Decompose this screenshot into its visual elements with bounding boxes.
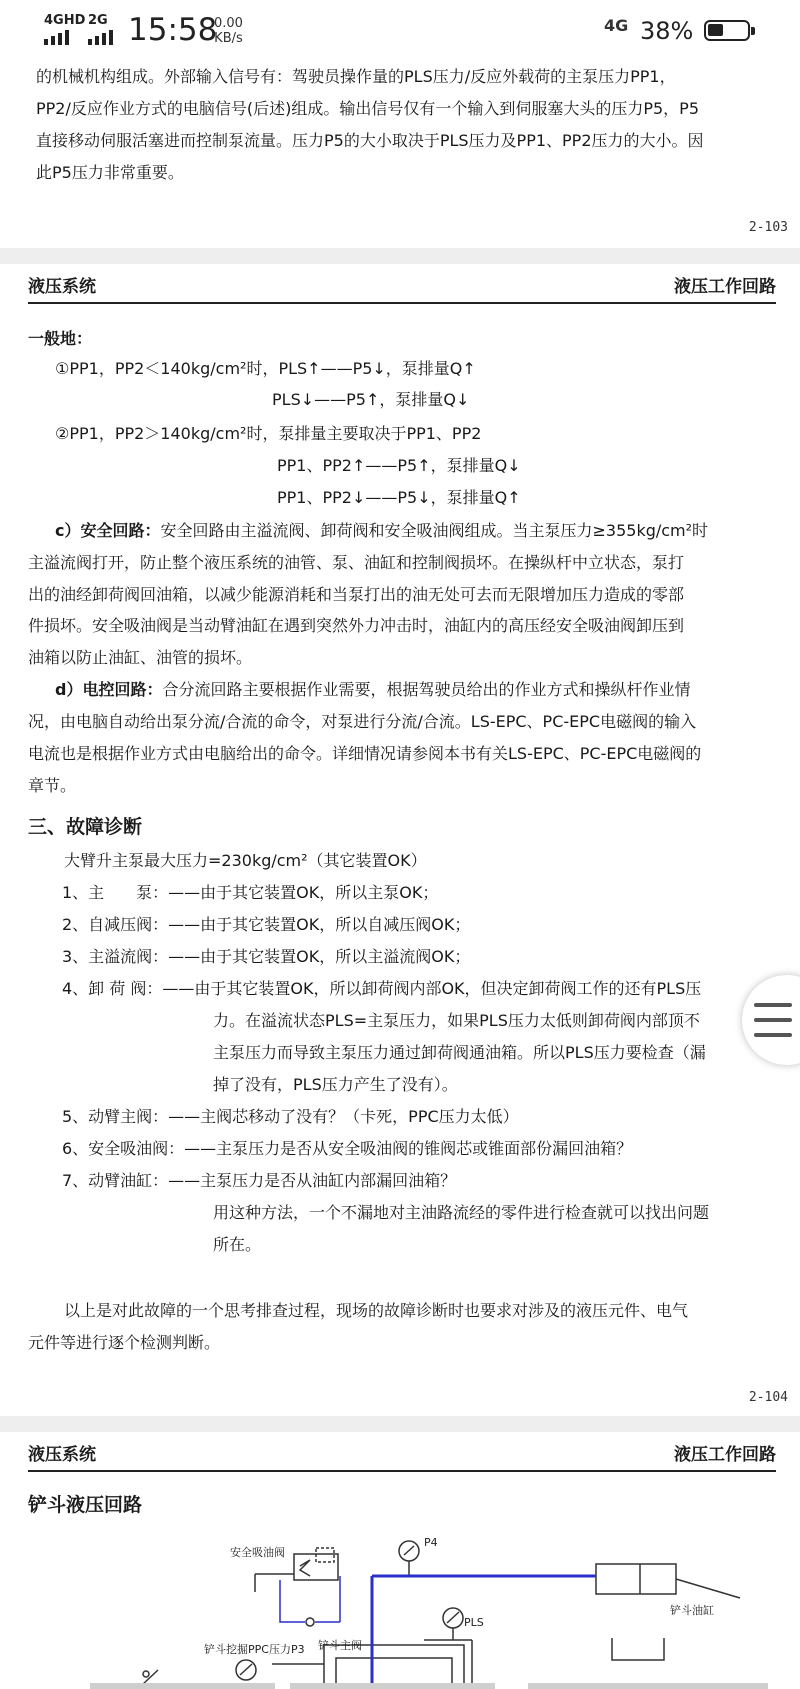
summary-line: 以上是对此故障的一个思考排查过程，现场的故障诊断时也要求对涉及的液压元件、电气: [64, 1301, 689, 1320]
safety-text: 油箱以防止油缸、油管的损坏。: [28, 648, 253, 667]
diag-item: 3、主溢流阀：——由于其它装置OK，所以主溢流阀OK；: [62, 947, 471, 966]
ec-text: 章节。: [28, 776, 77, 795]
text-line: 此P5压力非常重要。: [36, 163, 184, 182]
speed-value: 0.00: [214, 16, 243, 31]
diag-intro: 大臂升主泵最大压力=230kg/cm²（其它装置OK）: [64, 851, 427, 870]
page-divider: [0, 1416, 800, 1432]
condition-2b: PP1、PP2↓——P5↓，泵排量Q↑: [277, 488, 521, 507]
header-left: 液压系统: [28, 1445, 96, 1465]
page-header: [28, 268, 776, 304]
safety-circuit-line: [55, 518, 708, 541]
page-header: [28, 1436, 776, 1472]
label-ppc-p3: 铲斗挖掘PPC压力P3: [204, 1643, 305, 1656]
status-bar: [0, 0, 800, 60]
summary-line: 元件等进行逐个检测判断。: [28, 1333, 221, 1352]
ec-circuit-line: [55, 677, 690, 700]
battery-percent: 38%: [640, 17, 694, 45]
ec-text: 合分流回路主要根据作业需要，根据驾驶员给出的作业方式和操纵杆作业情: [162, 680, 691, 699]
diag-item-cont: 掉了没有，PLS压力产生了没有）。: [213, 1075, 458, 1094]
diag-item-cont: 主泵压力而导致主泵压力通过卸荷阀通油箱。所以PLS压力要检查（漏: [213, 1043, 706, 1062]
safety-valve-symbol: [294, 1554, 338, 1580]
text-line: 的机械机构组成。外部输入信号有：驾驶员操作量的PLS压力/反应外载荷的主泵压力PP1，: [36, 67, 676, 86]
label-bucket-cylinder: 铲斗油缸: [670, 1604, 714, 1617]
speed-unit: KB/s: [214, 31, 243, 46]
diag-item-cont: 力。在溢流状态PLS=主泵压力，如果PLS压力太低则卸荷阀内部顶不: [213, 1011, 700, 1030]
signal-strength-icon: [44, 30, 69, 45]
network-4g-label: 4GHD: [44, 13, 86, 28]
header-right: 液压工作回路: [674, 1445, 776, 1465]
page-number: 2-104: [748, 1390, 788, 1405]
diag-item: 2、自减压阀：——由于其它装置OK，所以自减压阀OK；: [62, 915, 471, 934]
label-safety-valve: 安全吸油阀: [230, 1546, 285, 1559]
bucket-cylinder-symbol: [596, 1564, 676, 1594]
safety-text: 主溢流阀打开，防止整个液压系统的油管、泵、油缸和控制阀损坏。在操纵杆中立状态，泵打: [28, 553, 685, 572]
diag-item-cont: 用这种方法，一个不漏地对主油路流经的零件进行检查就可以找出问题: [213, 1203, 710, 1222]
network-2g-label: 2G: [88, 13, 108, 28]
signal-strength-2g-icon: [88, 30, 113, 45]
clock: 15:58: [128, 12, 218, 48]
page-divider: [0, 248, 800, 264]
condition-2: ②PP1，PP2＞140kg/cm²时，泵排量主要取决于PP1、PP2: [55, 424, 482, 443]
general-title: 一般地：: [28, 329, 93, 348]
label-pls: PLS: [464, 1616, 484, 1629]
diag-item: 4、卸 荷 阀：——由于其它装置OK，所以卸荷阀内部OK，但决定卸荷阀工作的还有PLS压: [62, 979, 702, 998]
header-right: 液压工作回路: [674, 277, 776, 297]
ec-text: 电流也是根据作业方式由电脑给出的命令。详细情况请参阅本书有关LS-EPC、PC-EPC电磁阀的: [28, 744, 702, 763]
condition-1b: PLS↓——P5↑，泵排量Q↓: [272, 390, 470, 409]
page-number: 2-103: [748, 220, 788, 235]
ec-circuit-label: d）电控回路：: [55, 680, 163, 699]
label-main-valve: 铲斗主阀: [318, 1639, 362, 1652]
condition-2a: PP1、PP2↑——P5↑，泵排量Q↓: [277, 456, 521, 475]
battery-icon: [704, 20, 750, 41]
label-p4: P4: [424, 1536, 438, 1549]
tank-symbol: [612, 1638, 664, 1660]
text-line: 直接移动伺服活塞进而控制泵流量。压力P5的大小取决于PLS压力及PP1、PP2压力的大小。因: [36, 131, 704, 150]
diag-item: 6、安全吸油阀：——主泵压力是否从安全吸油阀的锥阀芯或锥面部份漏回油箱？: [62, 1139, 633, 1158]
bottom-strip: [528, 1683, 768, 1689]
ec-text: 况，由电脑自动给出泵分流/合流的命令，对泵进行分流/合流。LS-EPC、PC-EPC电磁阀的输入: [28, 712, 697, 731]
header-left: 液压系统: [28, 277, 96, 297]
safety-circuit-label: c）安全回路：: [55, 521, 161, 540]
network-4g-right-label: 4G: [604, 16, 629, 35]
check-ball: [306, 1618, 314, 1626]
safety-text: 安全回路由主溢流阀、卸荷阀和安全吸油阀组成。当主泵压力≥355kg/cm²时: [160, 521, 709, 540]
diag-item-cont: 所在。: [213, 1235, 262, 1254]
bottom-strip: [90, 1683, 275, 1689]
safety-text: 件损坏。安全吸油阀是当动臂油缸在遇到突然外力冲击时，油缸内的高压经安全吸油阀卸压到: [28, 616, 685, 635]
condition-1: ①PP1，PP2＜140kg/cm²时，PLS↑——P5↓，泵排量Q↑: [55, 359, 476, 378]
text-line: PP2/反应作业方式的电脑信号(后述)组成。输出信号仅有一个输入到伺服塞大头的压力P5，P5: [36, 99, 700, 118]
safety-text: 出的油经卸荷阀回油箱，以减少能源消耗和当泵打出的油无处可去而无限增加压力造成的零部: [28, 585, 685, 604]
section-fault-diagnosis: 三、故障诊断: [28, 816, 143, 838]
diag-item: 5、动臂主阀：——主阀芯移动了没有？（卡死，PPC压力太低）: [62, 1107, 519, 1126]
bottom-strip: [290, 1683, 495, 1689]
section-bucket-circuit: 铲斗液压回路: [28, 1494, 143, 1516]
diag-item: 1、主 泵：——由于其它装置OK，所以主泵OK；: [62, 883, 439, 902]
network-speed: [214, 16, 243, 46]
floating-menu-button[interactable]: [742, 975, 800, 1065]
bucket-hydraulic-diagram: [0, 1520, 800, 1689]
hydraulic-line-highlight: [280, 1576, 596, 1689]
diag-item: 7、动臂油缸：——主泵压力是否从油缸内部漏回油箱？: [62, 1171, 457, 1190]
